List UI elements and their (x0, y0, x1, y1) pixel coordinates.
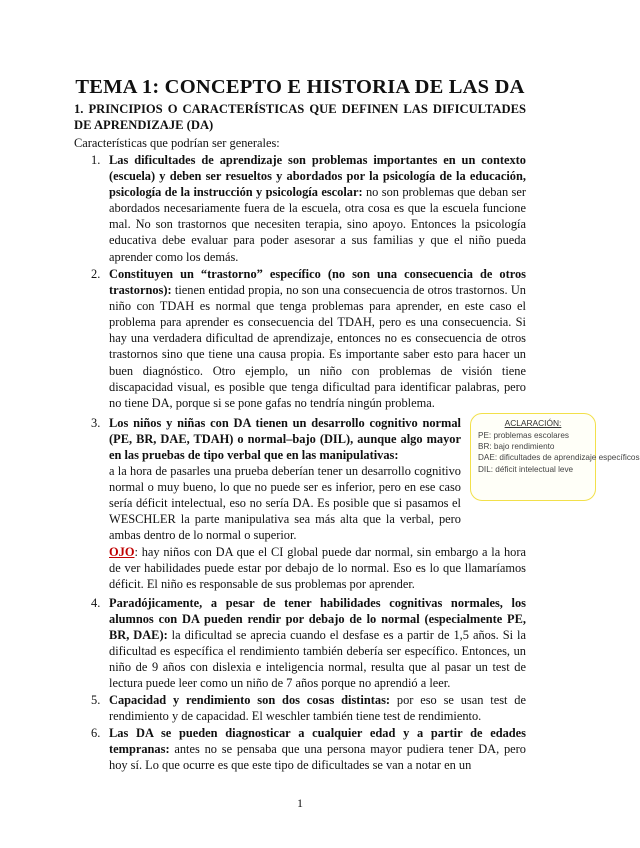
list-item-lead: Los niños y niñas con DA tienen un desarrollo cognitivo normal (PE, BR, DAE, TDAH) o normal–bajo (DIL), aunque algo mayor en las pruebas de tipo verbal que en las manipulativas: (109, 416, 461, 463)
list-item-text: la dificultad se aprecia cuando el desfase es a partir de 1,5 años. Si la dificultad es específica el rendimiento también debería ser específico. Entonces, un niño de 9 años con dislexia e inteligencia normal, resulta que al pasar un test de lectura puede leer como un niño de 7 años porque no aprendió a leer. (109, 628, 526, 691)
list-item-body (109, 595, 526, 692)
list-item-body (109, 725, 526, 773)
list-item-number: 3. (91, 416, 101, 430)
ojo-text: : hay niños con DA que el CI global puede dar normal, sin embargo a la hora de ver habilidades puede estar por debajo de lo normal. Eso es lo que llamaríamos déficit. El niño es responsable de sus problemas por aprender. (109, 545, 526, 592)
list-item-body-top (109, 415, 461, 463)
list-item-body (109, 266, 526, 411)
list-item-body (109, 692, 526, 724)
intro-text: Características que podrían ser generales: (74, 136, 280, 150)
document-title: TEMA 1: CONCEPTO E HISTORIA DE LAS DA (75, 76, 525, 98)
list-item-number: 5. (91, 693, 101, 707)
note-line: PE: problemas escolares (478, 431, 570, 440)
ojo-body (109, 544, 526, 592)
list-item-body (109, 152, 526, 265)
ojo-label: OJO (109, 545, 135, 559)
page-number: 1 (297, 796, 303, 810)
list-item-number: 4. (91, 596, 101, 610)
note-title: ACLARACIÓN: (504, 418, 562, 428)
list-item-text: no son problemas que deban ser abordados necesariamente fuera de la escuela, otra cosa es que la escuela funcione mal. No son trastornos que necesiten terapia, sino apoyo. Entonces la psicología educativa debe evaluar para poder asesorar a sus familias y que el niño pueda aprender como los demás. (109, 185, 526, 264)
note-line: DIL: déficit intelectual leve (478, 464, 574, 474)
clarification-note (470, 413, 640, 501)
list-item-lead: Las dificultades de aprendizaje son problemas importantes en un contexto (escuela) y deben ser resueltos y abordados por la psicología de la educación, psicología de la instrucción y psicología escolar: (109, 153, 526, 200)
list-item-text: tienen entidad propia, no son una consecuencia de otros trastornos. Un niño con TDAH es normal que tenga problemas para aprender, en este caso el problema para aprender es consecuencia del TDAH, pero es una consecuencia. Si hay una verdadera dificultad de aprendizaje, entonces no es consecuencia de otros trastornos sino que tiene una causa propia. Es importante saber esto para hacer un buen diagnóstico. Otro ejemplo, un niño con problemas de visión tiene discapacidad visual, es posible que tenga dificultad para identificar palabras, pero no tiene DA, porque si se pone gafas no tendría ningún problema. (109, 283, 526, 410)
list-item-text: antes no se pensaba que una persona mayor pudiera tener DA, pero hoy sí. Lo que ocurre es que este tipo de dificultades se van a notar en un (109, 742, 526, 773)
note-line: DAE: dificultades de aprendizaje específicos (478, 453, 640, 463)
list-item-number: 6. (91, 726, 101, 740)
list-item-text: por eso se usan test de rendimiento y de capacidad. El weschler también tiene test de rendimiento. (109, 693, 526, 724)
list-item-number: 1. (91, 153, 101, 167)
list-item-number: 2. (91, 267, 101, 281)
list-item-lead: Las DA se pueden diagnosticar a cualquier edad y a partir de edades tempranas: (109, 726, 526, 757)
list-item-lead: Capacidad y rendimiento son dos cosas distintas: (109, 693, 391, 707)
note-line: BR: bajo rendimiento (478, 442, 555, 452)
list-item-lead: Constituyen un “trastorno” específico (no son una consecuencia de otros trastornos): (109, 267, 526, 298)
section-heading: 1. PRINCIPIOS O CARACTERÍSTICAS QUE DEFINEN LAS DIFICULTADES DE APRENDIZAJE (DA) (74, 102, 526, 132)
list-item-lead: Paradójicamente, a pesar de tener habilidades cognitivas normales, los alumnos con DA pueden rendir por debajo de lo normal (especialmente PE, BR, DAE): (109, 596, 526, 643)
list-item-text: a la hora de pasarles una prueba deberían tener un desarrollo cognitivo normal o muy bueno, lo que no puede ser es inferior, pero en ese caso sería déficit intelectual, eso no sería DA. Es posible que si pasamos el WESCHLER la parte manipulativa sea más alta que la verbal, pero ambas dentro de lo normal o superior. (109, 464, 461, 543)
note-lines (478, 430, 640, 475)
